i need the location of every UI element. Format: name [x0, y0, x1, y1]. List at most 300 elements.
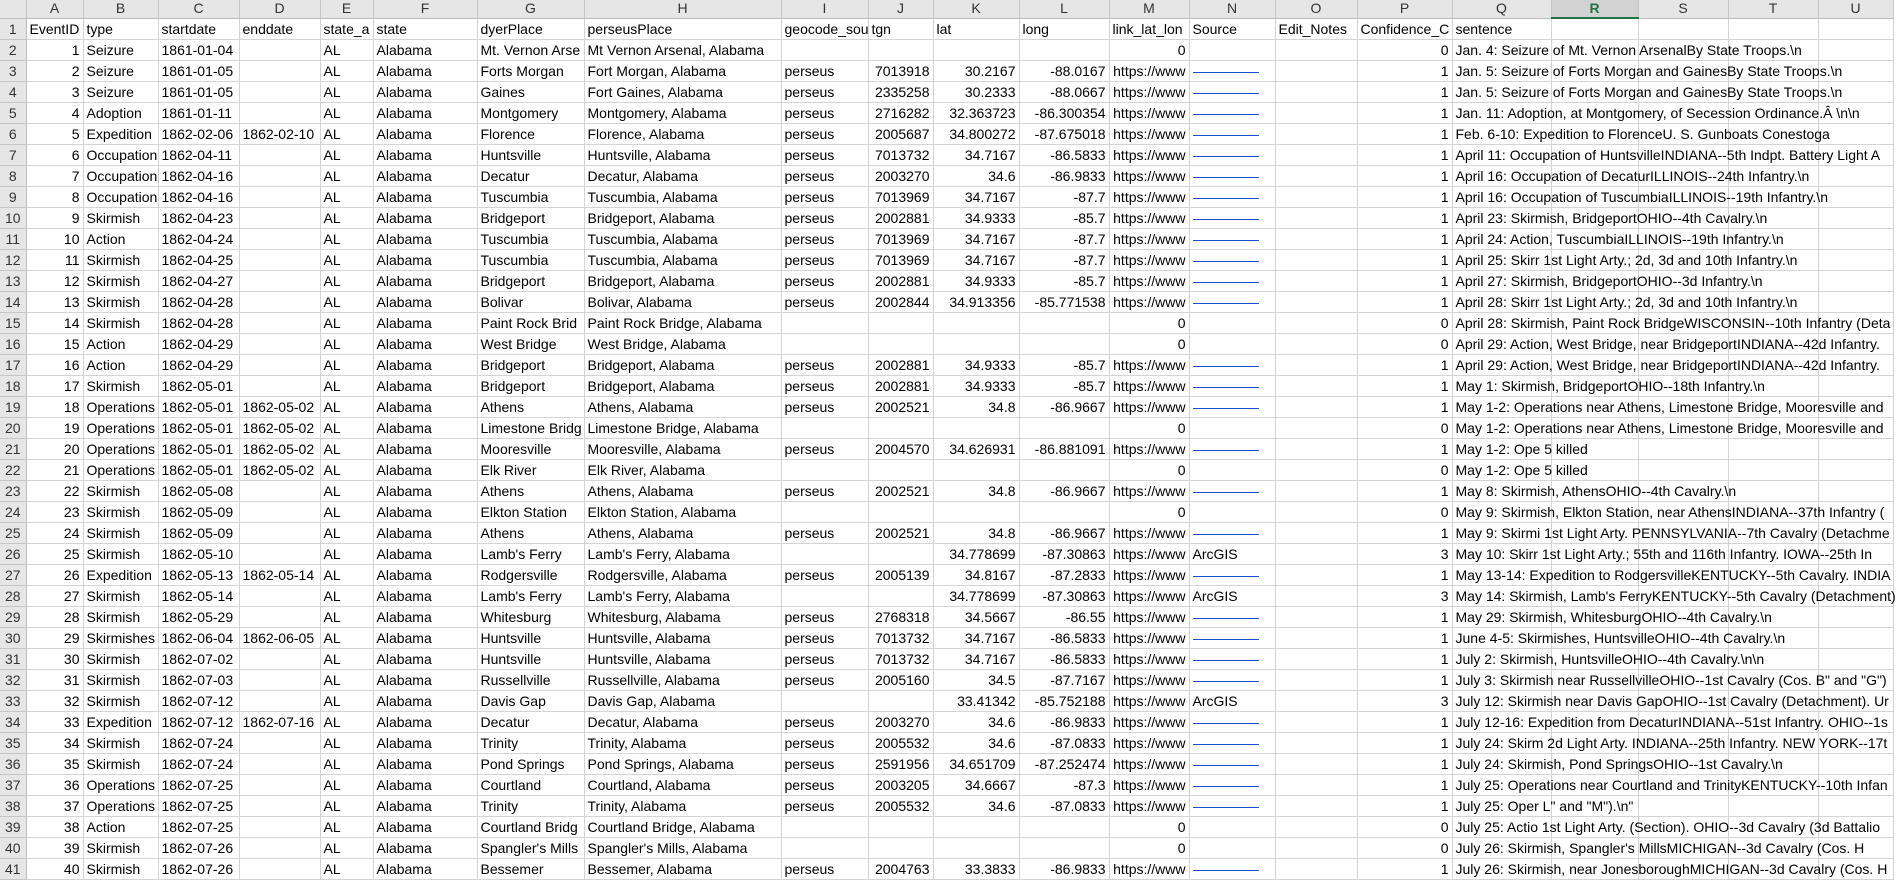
cell[interactable]: April 16: Occupation of TuscumbiaILLINOIS--19th Infantry.\n: [1452, 186, 1551, 207]
cell[interactable]: Alabama: [373, 291, 477, 312]
hyperlink-underline[interactable]: [1193, 439, 1259, 451]
cell[interactable]: 26: [26, 564, 83, 585]
cell[interactable]: 33: [26, 711, 83, 732]
cell[interactable]: 1862-05-09: [158, 522, 239, 543]
cell[interactable]: [1818, 186, 1893, 207]
cell[interactable]: [933, 312, 1019, 333]
cell[interactable]: [781, 417, 868, 438]
cell[interactable]: [781, 816, 868, 837]
cell[interactable]: 32: [26, 690, 83, 711]
cell[interactable]: AL: [320, 522, 373, 543]
cell[interactable]: [239, 585, 320, 606]
cell[interactable]: [1275, 753, 1357, 774]
cell[interactable]: [1275, 690, 1357, 711]
cell[interactable]: AL: [320, 501, 373, 522]
cell[interactable]: 2002521: [868, 480, 933, 501]
cell[interactable]: 1: [1357, 144, 1452, 165]
row-header[interactable]: 8: [0, 165, 26, 186]
cell[interactable]: May 29: Skirmish, WhitesburgOHIO--4th Cavalry.\n: [1452, 606, 1551, 627]
cell[interactable]: 1: [1357, 375, 1452, 396]
row-header[interactable]: 14: [0, 291, 26, 312]
cell[interactable]: Spangler's Mills, Alabama: [584, 837, 781, 858]
cell[interactable]: 1: [1357, 438, 1452, 459]
cell[interactable]: Alabama: [373, 438, 477, 459]
cell[interactable]: 1: [1357, 228, 1452, 249]
cell[interactable]: [1275, 249, 1357, 270]
cell[interactable]: [1638, 795, 1728, 816]
cell[interactable]: [1275, 837, 1357, 858]
cell[interactable]: [1019, 39, 1109, 60]
cell[interactable]: perseus: [781, 291, 868, 312]
cell[interactable]: Courtland: [477, 774, 584, 795]
cell[interactable]: 34.9333: [933, 207, 1019, 228]
cell[interactable]: [1275, 816, 1357, 837]
cell[interactable]: 1862-07-03: [158, 669, 239, 690]
cell[interactable]: Bridgeport: [477, 375, 584, 396]
cell[interactable]: 1: [1357, 270, 1452, 291]
cell[interactable]: [868, 39, 933, 60]
cell[interactable]: [1818, 795, 1893, 816]
cell[interactable]: 1: [1357, 522, 1452, 543]
cell[interactable]: 34.8: [933, 480, 1019, 501]
cell[interactable]: [1275, 228, 1357, 249]
cell[interactable]: Alabama: [373, 732, 477, 753]
hyperlink-underline[interactable]: [1193, 859, 1259, 871]
hyperlink-underline[interactable]: [1193, 103, 1259, 115]
cell[interactable]: 1862-02-10: [239, 123, 320, 144]
cell[interactable]: Tuscumbia, Alabama: [584, 249, 781, 270]
cell[interactable]: 31: [26, 669, 83, 690]
cell[interactable]: -87.3: [1019, 774, 1109, 795]
cell[interactable]: https://www: [1109, 774, 1189, 795]
cell[interactable]: [239, 732, 320, 753]
cell[interactable]: AL: [320, 291, 373, 312]
cell[interactable]: [1275, 585, 1357, 606]
cell[interactable]: -87.7: [1019, 249, 1109, 270]
cell[interactable]: Skirmishes: [83, 627, 158, 648]
hyperlink-underline[interactable]: [1193, 733, 1259, 745]
cell[interactable]: Courtland Bridge, Alabama: [584, 816, 781, 837]
cell[interactable]: AL: [320, 354, 373, 375]
row-header[interactable]: 4: [0, 81, 26, 102]
cell[interactable]: -86.9833: [1019, 165, 1109, 186]
cell[interactable]: https://www: [1109, 291, 1189, 312]
cell[interactable]: -87.2833: [1019, 564, 1109, 585]
cell[interactable]: perseus: [781, 354, 868, 375]
cell[interactable]: 0: [1357, 312, 1452, 333]
cell[interactable]: April 23: Skirmish, BridgeportOHIO--4th Cavalry.\n: [1452, 207, 1551, 228]
cell[interactable]: [868, 837, 933, 858]
cell[interactable]: https://www: [1109, 480, 1189, 501]
cell[interactable]: [1189, 669, 1275, 690]
cell[interactable]: [1551, 18, 1638, 39]
cell[interactable]: Seizure: [83, 60, 158, 81]
cell[interactable]: 0: [1109, 501, 1189, 522]
cell[interactable]: April 29: Action, West Bridge, near BridgeportINDIANA--42d Infantry.: [1452, 333, 1551, 354]
cell[interactable]: https://www: [1109, 123, 1189, 144]
cell[interactable]: 1: [1357, 291, 1452, 312]
cell[interactable]: 1862-04-27: [158, 270, 239, 291]
cell[interactable]: [1275, 711, 1357, 732]
cell[interactable]: [781, 333, 868, 354]
hyperlink-underline[interactable]: [1193, 481, 1259, 493]
cell[interactable]: 34.5667: [933, 606, 1019, 627]
cell[interactable]: Elk River, Alabama: [584, 459, 781, 480]
cell[interactable]: Montgomery: [477, 102, 584, 123]
cell[interactable]: [1275, 774, 1357, 795]
cell[interactable]: [933, 459, 1019, 480]
cell[interactable]: West Bridge, Alabama: [584, 333, 781, 354]
cell[interactable]: May 1-2: Ope 5 killed: [1452, 438, 1551, 459]
cell[interactable]: [1189, 354, 1275, 375]
cell[interactable]: April 24: Action, TuscumbiaILLINOIS--19th Infantry.\n: [1452, 228, 1551, 249]
cell[interactable]: Bridgeport: [477, 207, 584, 228]
cell[interactable]: May 9: Skirmish, Elkton Station, near AthensINDIANA--37th Infantry (: [1452, 501, 1551, 522]
cell[interactable]: [1189, 417, 1275, 438]
cell[interactable]: [1728, 18, 1818, 39]
cell[interactable]: 3: [1357, 543, 1452, 564]
cell[interactable]: [239, 312, 320, 333]
cell[interactable]: perseus: [781, 186, 868, 207]
cell[interactable]: Pond Springs, Alabama: [584, 753, 781, 774]
cell[interactable]: Decatur, Alabama: [584, 711, 781, 732]
cell[interactable]: 1862-05-01: [158, 417, 239, 438]
cell[interactable]: state_a: [320, 18, 373, 39]
cell[interactable]: 1862-07-12: [158, 690, 239, 711]
cell[interactable]: 7013732: [868, 144, 933, 165]
cell[interactable]: [1019, 837, 1109, 858]
cell[interactable]: [1818, 375, 1893, 396]
cell[interactable]: -86.9667: [1019, 522, 1109, 543]
cell[interactable]: 11: [26, 249, 83, 270]
cell[interactable]: [781, 39, 868, 60]
cell[interactable]: [239, 816, 320, 837]
cell[interactable]: Athens: [477, 480, 584, 501]
row-header[interactable]: 24: [0, 501, 26, 522]
cell[interactable]: 35: [26, 753, 83, 774]
cell[interactable]: Athens, Alabama: [584, 480, 781, 501]
cell[interactable]: 2: [26, 60, 83, 81]
cell[interactable]: perseus: [781, 606, 868, 627]
cell[interactable]: 1862-05-10: [158, 543, 239, 564]
cell[interactable]: [239, 501, 320, 522]
cell[interactable]: AL: [320, 648, 373, 669]
cell[interactable]: -86.55: [1019, 606, 1109, 627]
cell[interactable]: Operations: [83, 438, 158, 459]
cell[interactable]: perseus: [781, 669, 868, 690]
cell[interactable]: Davis Gap, Alabama: [584, 690, 781, 711]
cell[interactable]: -86.9667: [1019, 480, 1109, 501]
cell[interactable]: 34.7167: [933, 228, 1019, 249]
cell[interactable]: 1: [1357, 207, 1452, 228]
cell[interactable]: [1189, 291, 1275, 312]
cell[interactable]: [239, 291, 320, 312]
cell[interactable]: 0: [1109, 312, 1189, 333]
cell[interactable]: 34.6667: [933, 774, 1019, 795]
cell[interactable]: 1862-07-24: [158, 732, 239, 753]
cell[interactable]: 1: [1357, 774, 1452, 795]
cell[interactable]: [239, 228, 320, 249]
cell[interactable]: [1275, 291, 1357, 312]
cell[interactable]: AL: [320, 417, 373, 438]
cell[interactable]: ArcGIS: [1189, 585, 1275, 606]
cell[interactable]: ArcGIS: [1189, 543, 1275, 564]
cell[interactable]: Skirmish: [83, 207, 158, 228]
cell[interactable]: AL: [320, 732, 373, 753]
hyperlink-underline[interactable]: [1193, 670, 1259, 682]
cell[interactable]: Spangler's Mills: [477, 837, 584, 858]
hyperlink-underline[interactable]: [1193, 523, 1259, 535]
cell[interactable]: Alabama: [373, 207, 477, 228]
cell[interactable]: Skirmish: [83, 753, 158, 774]
cell[interactable]: 30: [26, 648, 83, 669]
cell[interactable]: April 25: Skirr 1st Light Arty.; 2d, 3d and 10th Infantry.\n: [1452, 249, 1551, 270]
cell[interactable]: Alabama: [373, 858, 477, 879]
cell[interactable]: [781, 837, 868, 858]
hyperlink-underline[interactable]: [1193, 166, 1259, 178]
cell[interactable]: https://www: [1109, 732, 1189, 753]
cell[interactable]: [1189, 165, 1275, 186]
cell[interactable]: [1275, 543, 1357, 564]
cell[interactable]: AL: [320, 606, 373, 627]
cell[interactable]: -85.771538: [1019, 291, 1109, 312]
cell[interactable]: 36: [26, 774, 83, 795]
cell[interactable]: perseus: [781, 144, 868, 165]
column-header-j[interactable]: J: [868, 0, 933, 18]
cell[interactable]: [1019, 816, 1109, 837]
cell[interactable]: Confidence_C: [1357, 18, 1452, 39]
row-header[interactable]: 17: [0, 354, 26, 375]
cell[interactable]: Alabama: [373, 669, 477, 690]
cell[interactable]: AL: [320, 585, 373, 606]
row-header[interactable]: 5: [0, 102, 26, 123]
cell[interactable]: 9: [26, 207, 83, 228]
cell[interactable]: 3: [1357, 585, 1452, 606]
cell[interactable]: [868, 312, 933, 333]
cell[interactable]: [239, 858, 320, 879]
cell[interactable]: Alabama: [373, 375, 477, 396]
cell[interactable]: ArcGIS: [1189, 690, 1275, 711]
cell[interactable]: https://www: [1109, 522, 1189, 543]
cell[interactable]: https://www: [1109, 669, 1189, 690]
column-header-s[interactable]: S: [1638, 0, 1728, 18]
cell[interactable]: Occupation: [83, 186, 158, 207]
cell[interactable]: Bridgeport: [477, 354, 584, 375]
cell[interactable]: 2004763: [868, 858, 933, 879]
cell[interactable]: perseus: [781, 270, 868, 291]
cell[interactable]: 1862-07-25: [158, 795, 239, 816]
cell[interactable]: 1862-04-23: [158, 207, 239, 228]
cell[interactable]: 30.2167: [933, 60, 1019, 81]
cell[interactable]: AL: [320, 270, 373, 291]
cell[interactable]: 1862-04-28: [158, 291, 239, 312]
column-header-d[interactable]: D: [239, 0, 320, 18]
cell[interactable]: -86.5833: [1019, 144, 1109, 165]
cell[interactable]: Lamb's Ferry: [477, 585, 584, 606]
row-header[interactable]: 18: [0, 375, 26, 396]
cell[interactable]: [239, 522, 320, 543]
cell[interactable]: 2005532: [868, 795, 933, 816]
cell[interactable]: Davis Gap: [477, 690, 584, 711]
cell[interactable]: [239, 81, 320, 102]
cell[interactable]: AL: [320, 186, 373, 207]
cell[interactable]: 28: [26, 606, 83, 627]
cell[interactable]: 34.7167: [933, 186, 1019, 207]
cell[interactable]: 33.3833: [933, 858, 1019, 879]
cell[interactable]: July 24: Skirm 2d Light Arty. INDIANA--25th Infantry. NEW YORK--17t: [1452, 732, 1551, 753]
cell[interactable]: 34.9333: [933, 375, 1019, 396]
cell[interactable]: Florence: [477, 123, 584, 144]
cell[interactable]: July 12-16: Expedition from DecaturINDIANA--51st Infantry. OHIO--1s: [1452, 711, 1551, 732]
cell[interactable]: https://www: [1109, 795, 1189, 816]
hyperlink-underline[interactable]: [1193, 565, 1259, 577]
cell[interactable]: 12: [26, 270, 83, 291]
cell[interactable]: 21: [26, 459, 83, 480]
cell[interactable]: 1: [1357, 60, 1452, 81]
cell[interactable]: Mooresville, Alabama: [584, 438, 781, 459]
cell[interactable]: 2005687: [868, 123, 933, 144]
cell[interactable]: 1862-07-26: [158, 858, 239, 879]
cell[interactable]: [1189, 81, 1275, 102]
cell[interactable]: Huntsville, Alabama: [584, 627, 781, 648]
cell[interactable]: 1862-04-25: [158, 249, 239, 270]
cell[interactable]: Skirmish: [83, 606, 158, 627]
cell[interactable]: [868, 417, 933, 438]
cell[interactable]: [1019, 312, 1109, 333]
hyperlink-underline[interactable]: [1193, 775, 1259, 787]
cell[interactable]: AL: [320, 837, 373, 858]
cell[interactable]: 2005160: [868, 669, 933, 690]
cell[interactable]: https://www: [1109, 585, 1189, 606]
cell[interactable]: [1275, 312, 1357, 333]
cell[interactable]: Alabama: [373, 480, 477, 501]
cell[interactable]: -87.30863: [1019, 585, 1109, 606]
cell[interactable]: Mooresville: [477, 438, 584, 459]
cell[interactable]: Alabama: [373, 228, 477, 249]
cell[interactable]: -85.7: [1019, 270, 1109, 291]
cell[interactable]: [868, 585, 933, 606]
cell[interactable]: [1189, 606, 1275, 627]
cell[interactable]: AL: [320, 396, 373, 417]
cell[interactable]: Limestone Bridge, Alabama: [584, 417, 781, 438]
cell[interactable]: [239, 249, 320, 270]
hyperlink-underline[interactable]: [1193, 124, 1259, 136]
cell[interactable]: Pond Springs: [477, 753, 584, 774]
row-header[interactable]: 26: [0, 543, 26, 564]
cell[interactable]: Trinity: [477, 732, 584, 753]
cell[interactable]: state: [373, 18, 477, 39]
cell[interactable]: perseus: [781, 60, 868, 81]
cell[interactable]: https://www: [1109, 165, 1189, 186]
cell[interactable]: [1275, 795, 1357, 816]
hyperlink-underline[interactable]: [1193, 376, 1259, 388]
cell[interactable]: perseus: [781, 522, 868, 543]
row-header[interactable]: 10: [0, 207, 26, 228]
cell[interactable]: AL: [320, 60, 373, 81]
cell[interactable]: May 1-2: Operations near Athens, Limestone Bridge, Mooresville and: [1452, 396, 1551, 417]
cell[interactable]: [1189, 480, 1275, 501]
cell[interactable]: 3: [1357, 690, 1452, 711]
cell[interactable]: [1189, 102, 1275, 123]
cell[interactable]: Trinity, Alabama: [584, 732, 781, 753]
cell[interactable]: enddate: [239, 18, 320, 39]
cell[interactable]: 38: [26, 816, 83, 837]
hyperlink-underline[interactable]: [1193, 628, 1259, 640]
cell[interactable]: 34: [26, 732, 83, 753]
cell[interactable]: Lamb's Ferry: [477, 543, 584, 564]
cell[interactable]: 13: [26, 291, 83, 312]
row-header[interactable]: 32: [0, 669, 26, 690]
cell[interactable]: [1275, 480, 1357, 501]
cell[interactable]: Mt. Vernon Arse: [477, 39, 584, 60]
row-header[interactable]: 13: [0, 270, 26, 291]
cell[interactable]: -87.0833: [1019, 795, 1109, 816]
cell[interactable]: [1275, 144, 1357, 165]
cell[interactable]: Adoption: [83, 102, 158, 123]
cell[interactable]: -87.252474: [1019, 753, 1109, 774]
cell[interactable]: July 26: Skirmish, near JonesboroughMICHIGAN--3d Cavalry (Cos. H: [1452, 858, 1551, 879]
hyperlink-underline[interactable]: [1193, 754, 1259, 766]
cell[interactable]: [781, 690, 868, 711]
cell[interactable]: Skirmish: [83, 270, 158, 291]
cell[interactable]: 16: [26, 354, 83, 375]
cell[interactable]: 1862-05-09: [158, 501, 239, 522]
cell[interactable]: [239, 543, 320, 564]
cell[interactable]: Russellville: [477, 669, 584, 690]
cell[interactable]: Elkton Station, Alabama: [584, 501, 781, 522]
cell[interactable]: 1: [1357, 123, 1452, 144]
cell[interactable]: [1189, 39, 1275, 60]
cell[interactable]: 2003270: [868, 165, 933, 186]
cell[interactable]: [1189, 438, 1275, 459]
cell[interactable]: https://www: [1109, 753, 1189, 774]
cell[interactable]: 2002521: [868, 396, 933, 417]
cell[interactable]: [1818, 438, 1893, 459]
hyperlink-underline[interactable]: [1193, 397, 1259, 409]
cell[interactable]: 2002881: [868, 270, 933, 291]
cell[interactable]: [933, 39, 1019, 60]
cell[interactable]: Whitesburg: [477, 606, 584, 627]
column-header-i[interactable]: I: [781, 0, 868, 18]
cell[interactable]: Tuscumbia, Alabama: [584, 228, 781, 249]
cell[interactable]: 23: [26, 501, 83, 522]
cell[interactable]: -87.675018: [1019, 123, 1109, 144]
cell[interactable]: https://www: [1109, 396, 1189, 417]
cell[interactable]: 1862-05-02: [239, 459, 320, 480]
cell[interactable]: Elkton Station: [477, 501, 584, 522]
cell[interactable]: 1: [1357, 81, 1452, 102]
cell[interactable]: [1275, 60, 1357, 81]
cell[interactable]: Skirmish: [83, 291, 158, 312]
cell[interactable]: 2005532: [868, 732, 933, 753]
cell[interactable]: Bessemer: [477, 858, 584, 879]
cell[interactable]: AL: [320, 81, 373, 102]
cell[interactable]: July 2: Skirmish, HuntsvilleOHIO--4th Cavalry.\n\n: [1452, 648, 1551, 669]
cell[interactable]: Bridgeport, Alabama: [584, 207, 781, 228]
cell[interactable]: perseus: [781, 795, 868, 816]
cell[interactable]: Alabama: [373, 585, 477, 606]
cell[interactable]: [1189, 249, 1275, 270]
cell[interactable]: 1862-07-25: [158, 816, 239, 837]
cell[interactable]: EventID: [26, 18, 83, 39]
cell[interactable]: [933, 816, 1019, 837]
cell[interactable]: July 3: Skirmish near RussellvilleOHIO--1st Cavalry (Cos. B" and "G"): [1452, 669, 1551, 690]
cell[interactable]: Alabama: [373, 690, 477, 711]
cell[interactable]: perseus: [781, 102, 868, 123]
cell[interactable]: 34.778699: [933, 585, 1019, 606]
cell[interactable]: 1862-06-05: [239, 627, 320, 648]
cell[interactable]: Huntsville, Alabama: [584, 144, 781, 165]
